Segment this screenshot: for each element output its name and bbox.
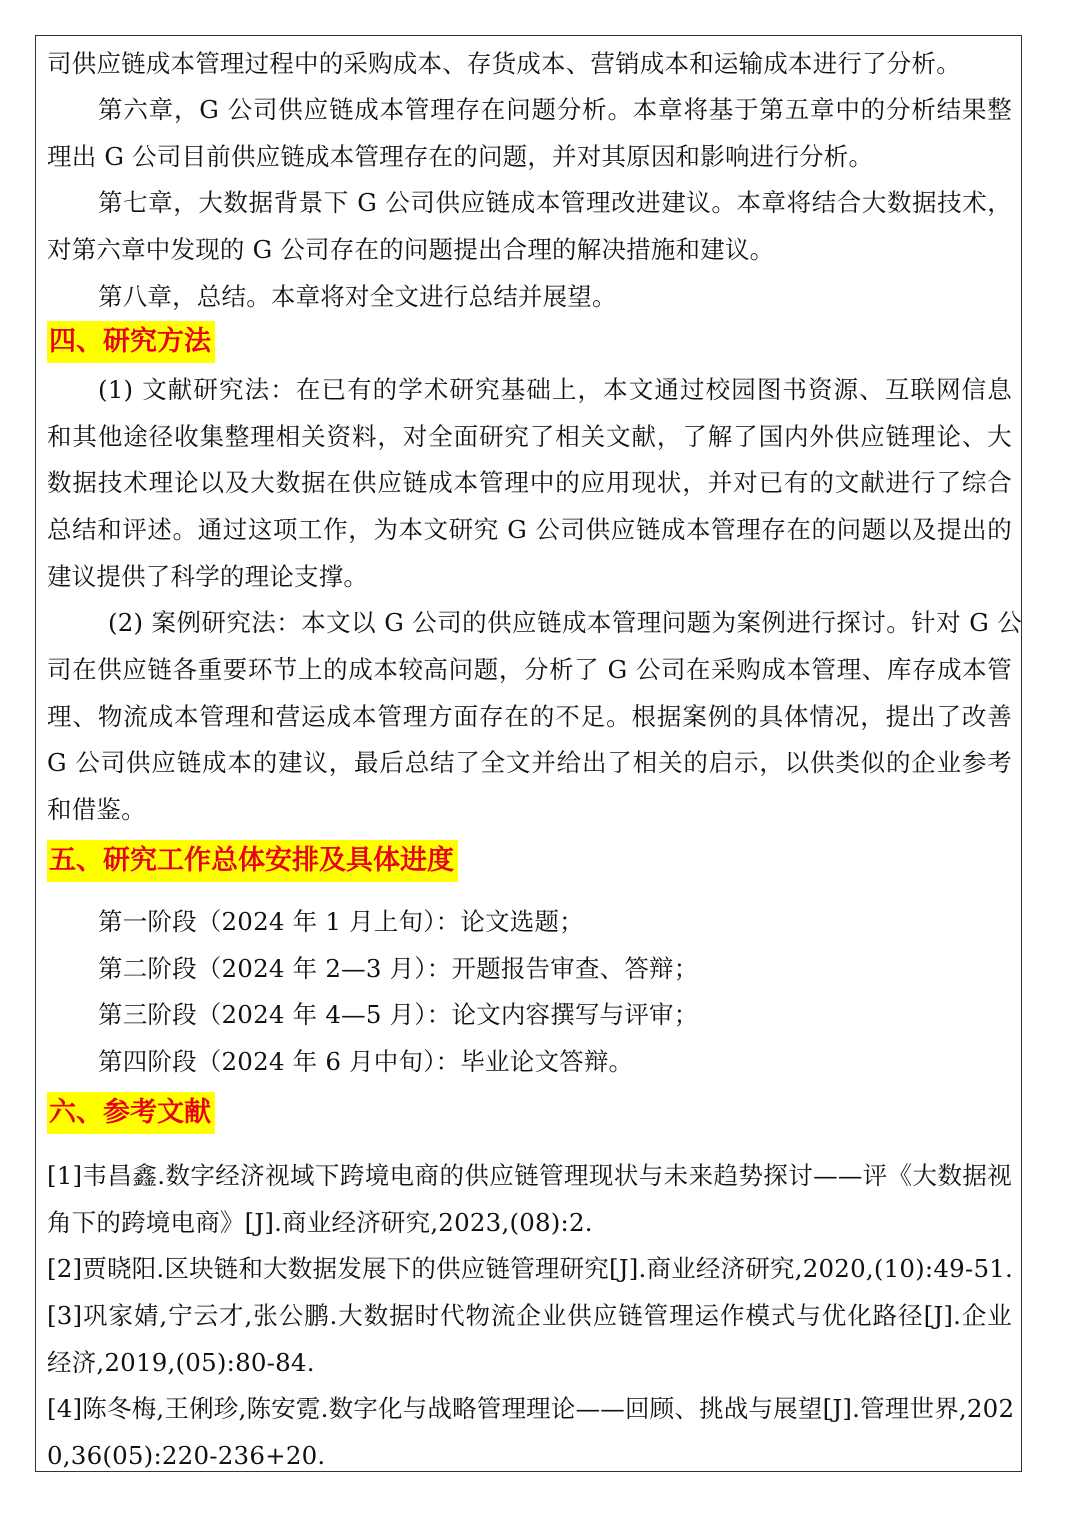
body-line: 数据技术理论以及大数据在供应链成本管理中的应用现状，并对已有的文献进行了综合 — [47, 468, 1012, 497]
reference-line: [4]陈冬梅,王俐珍,陈安霓.数字化与战略管理理论——回顾、挑战与展望[J].管理世界,202 — [47, 1394, 1015, 1423]
body-line: G 公司供应链成本的建议，最后总结了全文并给出了相关的启示，以供类似的企业参考 — [47, 748, 1012, 777]
body-line: 司供应链成本管理过程中的采购成本、存货成本、营销成本和运输成本进行了分析。 — [47, 49, 961, 78]
body-line: 司在供应链各重要环节上的成本较高问题，分析了 G 公司在采购成本管理、库存成本管 — [47, 655, 1012, 684]
section-heading-references: 六、参考文献 — [47, 1092, 215, 1134]
body-line: 总结和评述。通过这项工作，为本文研究 G 公司供应链成本管理存在的问题以及提出的 — [47, 515, 1012, 544]
body-line: 和其他途径收集整理相关资料，对全面研究了相关文献，了解了国内外供应链理论、大 — [47, 422, 1012, 451]
body-line: (1) 文献研究法：在已有的学术研究基础上，本文通过校园图书资源、互联网信息 — [98, 375, 1012, 404]
schedule-item: 第一阶段（2024 年 1 月上旬）：论文选题； — [98, 907, 584, 936]
body-line: 理出 G 公司目前供应链成本管理存在的问题，并对其原因和影响进行分析。 — [47, 142, 874, 171]
body-line: 第七章，大数据背景下 G 公司供应链成本管理改进建议。本章将结合大数据技术， — [98, 188, 1012, 217]
reference-line: 角下的跨境电商》[J].商业经济研究,2023,(08):2. — [47, 1208, 593, 1237]
body-line: 建议提供了科学的理论支撑。 — [47, 562, 369, 591]
reference-line: 0,36(05):220-236+20. — [47, 1441, 326, 1470]
section-heading-research-methods: 四、研究方法 — [47, 321, 215, 363]
body-line: 和借鉴。 — [47, 795, 146, 824]
reference-line: [3]巩家婧,宁云才,张公鹏.大数据时代物流企业供应链管理运作模式与优化路径[J].企业 — [47, 1301, 1012, 1330]
reference-line: [1]韦昌鑫.数字经济视域下跨境电商的供应链管理现状与未来趋势探讨——评《大数据视 — [47, 1161, 1012, 1190]
schedule-item: 第四阶段（2024 年 6 月中旬）：毕业论文答辩。 — [98, 1047, 634, 1076]
schedule-item: 第三阶段（2024 年 4—5 月）：论文内容撰写与评审； — [98, 1000, 699, 1029]
schedule-item: 第二阶段（2024 年 2—3 月）：开题报告审查、答辩； — [98, 954, 699, 983]
body-line: 第八章，总结。本章将对全文进行总结并展望。 — [98, 282, 617, 311]
body-line: 理、物流成本管理和营运成本管理方面存在的不足。根据案例的具体情况，提出了改善 — [47, 702, 1012, 731]
body-line: 对第六章中发现的 G 公司存在的问题提出合理的解决措施和建议。 — [47, 235, 775, 264]
section-heading-schedule: 五、研究工作总体安排及具体进度 — [47, 840, 458, 882]
reference-line: 经济,2019,(05):80-84. — [47, 1348, 315, 1377]
body-line: 第六章，G 公司供应链成本管理存在问题分析。本章将基于第五章中的分析结果整 — [98, 95, 1012, 124]
body-line: (2) 案例研究法：本文以 G 公司的供应链成本管理问题为案例进行探讨。针对 G 公 — [108, 608, 1022, 637]
reference-line: [2]贾晓阳.区块链和大数据发展下的供应链管理研究[J].商业经济研究,2020,(10):49-51. — [47, 1254, 1014, 1283]
